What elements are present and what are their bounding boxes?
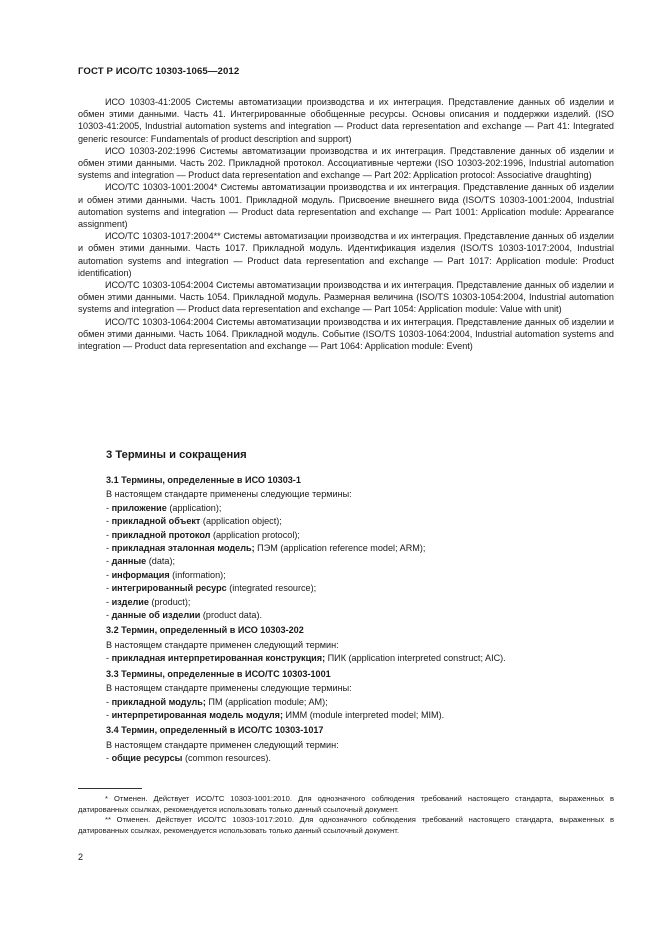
reference-entry: ИСО/ТС 10303-1017:2004** Системы автоматизации производства и их интеграция. Представление данных об изделии и обмен этими данными. Часть 1017. Прикладной модуль. Идентификация изделия (ISO/TS 10303-1017:2004, Industrial automation systems and integration — Product data representation and exchange — Part 1017: Application module: Product identification): [78, 231, 614, 278]
term-item: [106, 555, 614, 568]
section-heading: 3 Термины и сокращения: [106, 449, 247, 461]
subsection-heading: 3.2 Термин, определенный в ИСО 10303-202: [106, 625, 304, 636]
term-description: ИММ (module interpreted model; MIM).: [283, 709, 445, 720]
term-item: [106, 529, 614, 542]
subsection-intro: В настоящем стандарте применен следующий термин:: [106, 739, 339, 750]
term-name: изделие: [111, 596, 149, 607]
subsection: [106, 474, 614, 622]
term-bullet: -: [106, 556, 112, 567]
footnote-divider: [78, 788, 142, 789]
subsection: [106, 624, 614, 665]
term-item: [106, 709, 614, 722]
term-description: ПЭМ (application reference model; ARM);: [254, 543, 426, 554]
term-item: [106, 696, 614, 709]
term-name: прикладной протокол: [111, 529, 211, 540]
subsection-intro: В настоящем стандарте применен следующий термин:: [106, 639, 339, 650]
term-name: прикладная эталонная модель;: [111, 543, 255, 554]
term-description: (common resources).: [182, 753, 271, 764]
reference-entry: ИСО/ТС 10303-1064:2004 Системы автоматизации производства и их интеграция. Представление данных об изделии и обмен этими данными. Часть 1064. Прикладной модуль. Событие (ISO/TS 10303-1064:2004, Industrial automation systems and integration — Product data representation and exchange — Part 1064: Application module: Event): [78, 316, 614, 352]
subsection-heading: 3.1 Термины, определенные в ИСО 10303-1: [106, 475, 301, 485]
subsection: [106, 724, 614, 765]
term-name: прикладная интерпретированная конструкция;: [111, 653, 326, 664]
term-description: (information);: [169, 569, 226, 580]
footnote: ** Отменен. Действует ИСО/ТС 10303-1017:2010. Для однозначного соблюдения требований настоящего стандарта, выраженных в датированных ссылках, рекомендуется использовать только данный ссылочный документ.: [78, 815, 614, 835]
reference-entry: ИСО/ТС 10303-1001:2004* Системы автоматизации производства и их интеграция. Представление данных об изделии и обмен этими данными. Часть 1001. Прикладной модуль. Присвоение внешнего вида (ISO/TS 10303-1001:2004, Industrial automation systems and integration — Product data representation and exchange — Part 1001: Application module: Appearance assignment): [78, 182, 614, 230]
page-header-title: ГОСТ Р ИСО/ТС 10303-1065—2012: [78, 66, 240, 77]
term-description: (product);: [148, 596, 191, 607]
term-bullet: -: [106, 709, 112, 720]
term-item: [106, 582, 614, 595]
term-name: прикладной модуль;: [111, 696, 206, 707]
term-description: (product data).: [200, 610, 262, 621]
term-description: (application object);: [200, 516, 282, 527]
reference-entry: ИСО 10303-41:2005 Системы автоматизации производства и их интеграция. Представление данных об изделии и обмен этими данными. Часть 41. Интегрированные обобщенные ресурсы. Основы описания и поддержки изделий. (ISO 10303-41:2005, Industrial automation systems and integration — Product data representation and exchange — Part 41: Integrated generic resource: Fundamentals of product description and support): [78, 97, 614, 144]
term-name: общие ресурсы: [111, 753, 183, 764]
term-item: [106, 502, 614, 515]
term-bullet: -: [106, 753, 112, 764]
term-bullet: -: [106, 696, 112, 707]
term-item: [106, 569, 614, 582]
term-item: [106, 652, 614, 665]
term-name: информация: [111, 569, 170, 580]
subsection-intro: В настоящем стандарте применены следующие термины:: [106, 489, 352, 500]
footnote: * Отменен. Действует ИСО/ТС 10303-1001:2010. Для однозначного соблюдения требований настоящего стандарта, выраженных в датированных ссылках, рекомендуется использовать только данный ссылочный документ.: [78, 794, 614, 814]
page-number: 2: [78, 852, 84, 862]
term-bullet: -: [106, 502, 112, 513]
term-bullet: -: [106, 543, 112, 554]
term-name: приложение: [111, 502, 167, 513]
term-description: (integrated resource);: [226, 583, 317, 594]
term-description: ПМ (application module; AM);: [205, 696, 328, 707]
term-name: данные об изделии: [111, 610, 201, 621]
term-name: данные: [111, 556, 147, 567]
term-item: [106, 596, 614, 609]
term-bullet: -: [106, 569, 112, 580]
term-name: интерпретированная модель модуля;: [111, 709, 283, 720]
reference-entry: ИСО 10303-202:1996 Системы автоматизации производства и их интеграция. Представление данных об изделии и обмен этими данными. Часть 202. Прикладной протокол. Ассоциативные чертежи (ISO 10303-202:1996, Industrial automation systems and integration — Product data representation and exchange — Part 202: Application protocol: Associative draughting): [78, 145, 614, 181]
term-description: (application protocol);: [210, 529, 300, 540]
term-description: ПИК (application interpreted construct; AIC).: [325, 653, 506, 664]
subsection-heading: 3.3 Термины, определенные в ИСО/ТС 10303-1001: [106, 668, 331, 679]
terms-list: [106, 472, 614, 768]
term-name: интегрированный ресурс: [111, 583, 227, 594]
term-description: (application);: [166, 502, 222, 513]
normative-references: [78, 96, 614, 352]
term-bullet: -: [106, 653, 112, 664]
reference-entry: ИСО/ТС 10303-1054:2004 Системы автоматизации производства и их интеграция. Представление данных об изделии и обмен этими данными. Часть 1054. Прикладной модуль. Размерная величина (ISO/TS 10303-1054:2004, Industrial automation systems and integration — Product data representation and exchange — Part 1054: Application module: Value with unit): [78, 280, 614, 315]
term-item: [106, 542, 614, 555]
term-description: (data);: [146, 556, 176, 567]
term-bullet: -: [106, 583, 112, 594]
term-bullet: -: [106, 516, 112, 527]
term-item: [106, 752, 614, 765]
subsection: [106, 668, 614, 723]
term-name: прикладной объект: [111, 516, 201, 527]
term-item: [106, 609, 614, 622]
term-bullet: -: [106, 596, 112, 607]
term-bullet: -: [106, 529, 112, 540]
subsection-heading: 3.4 Термин, определенный в ИСО/ТС 10303-1017: [106, 725, 324, 736]
footnotes: [78, 794, 614, 836]
term-item: [106, 515, 614, 528]
subsection-intro: В настоящем стандарте применены следующие термины:: [106, 683, 352, 694]
term-bullet: -: [106, 610, 112, 621]
